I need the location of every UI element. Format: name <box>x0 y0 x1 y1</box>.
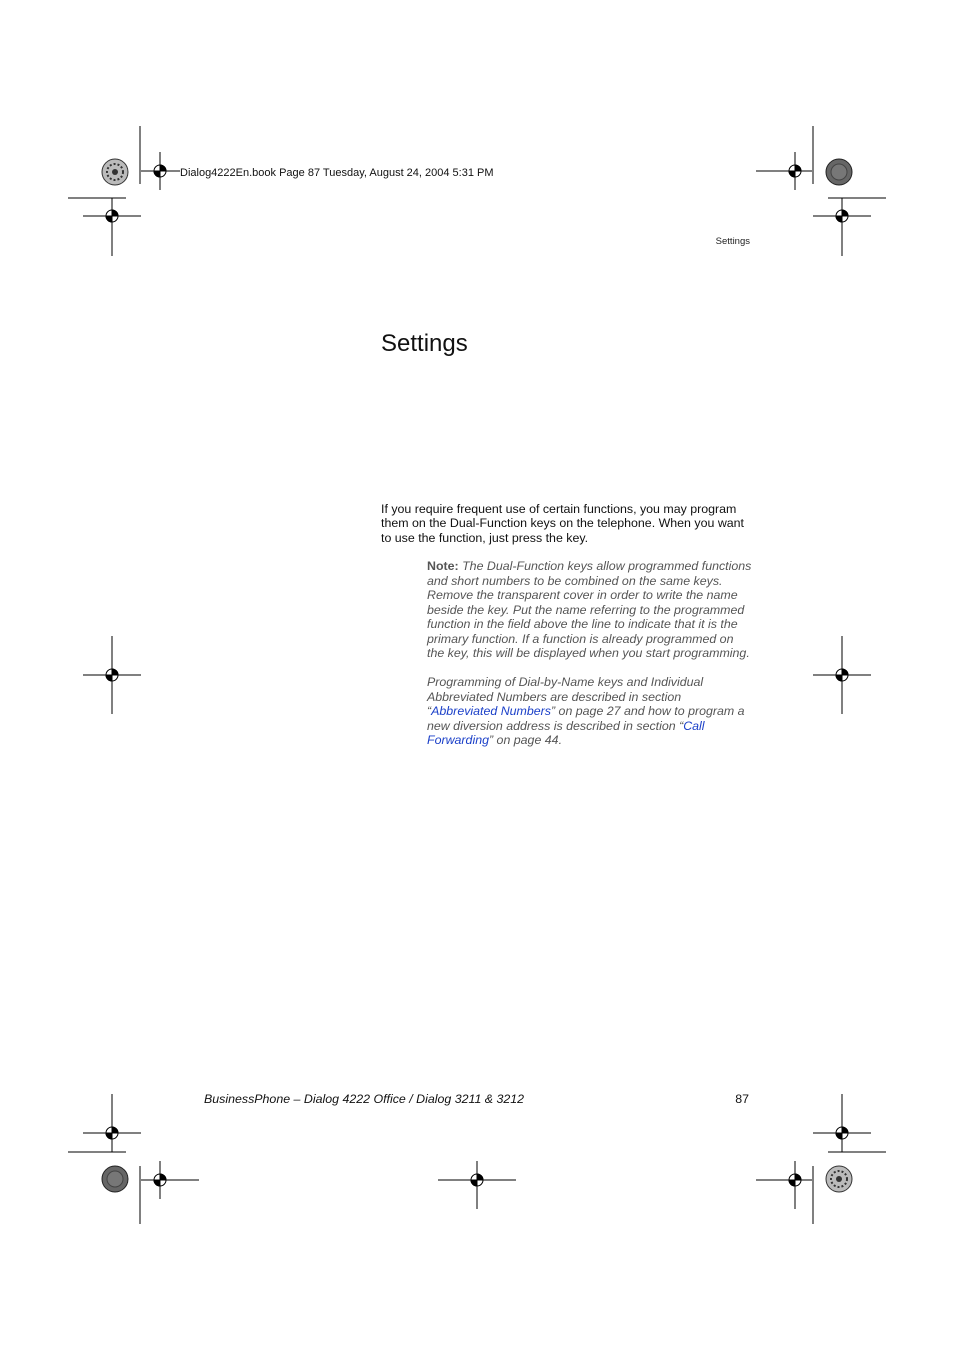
registration-crosshair-icon <box>83 198 141 256</box>
registration-crosshair-icon <box>83 1094 141 1152</box>
registration-crosshair-icon <box>756 1161 812 1209</box>
print-header: Dialog4222En.book Page 87 Tuesday, August 24, 2004 5:31 PM <box>180 167 494 179</box>
registration-crosshair-icon <box>813 636 871 714</box>
page-number: 87 <box>735 1092 749 1106</box>
xref-text: ” on page 44. <box>488 733 563 747</box>
link-abbreviated-numbers[interactable]: Abbreviated Numbers <box>431 704 551 718</box>
registration-crosshair-icon <box>83 636 141 714</box>
registration-crosshair-icon <box>438 1161 516 1209</box>
footer-title: BusinessPhone – Dialog 4222 Office / Dialog 3211 & 3212 <box>204 1092 525 1106</box>
cross-reference-paragraph <box>427 675 753 748</box>
note-text: The Dual-Function keys allow programmed functions and short numbers to be combined on the same keys. Remove the transparent cover in order to write the name beside the key. Put the name referring to the programmed function in the field above the line to indicate that it is the primary function. If a function is already programmed on the key, this will be displayed when you start programming. <box>427 559 752 660</box>
page-title: Settings <box>381 330 468 357</box>
xref-text: Programming of Dial-by-Name keys and Individual Abbreviated Numbers are described in section “ <box>427 675 704 718</box>
grey-registration-disk-icon <box>102 1166 128 1192</box>
registration-crosshair-icon <box>813 198 871 256</box>
xref-text: ” on page 27 and how to program a new diversion address is described in section “ <box>427 704 745 733</box>
link-call-forwarding[interactable]: Call Forwarding <box>427 718 705 747</box>
intro-paragraph: If you require frequent use of certain functions, you may program them on the Dual-Function keys on the telephone. When you want to use the function, just press the key. <box>381 502 744 545</box>
registration-crosshair-icon <box>141 152 180 190</box>
star-target-icon <box>102 159 128 185</box>
registration-crosshair-icon <box>141 1161 199 1199</box>
grey-registration-disk-icon <box>826 159 852 185</box>
note-label: Note: <box>427 559 459 573</box>
star-target-icon <box>826 1166 852 1192</box>
note-paragraph <box>427 559 753 661</box>
running-head: Settings <box>715 236 750 247</box>
registration-crosshair-icon <box>756 152 812 190</box>
registration-crosshair-icon <box>813 1094 871 1152</box>
